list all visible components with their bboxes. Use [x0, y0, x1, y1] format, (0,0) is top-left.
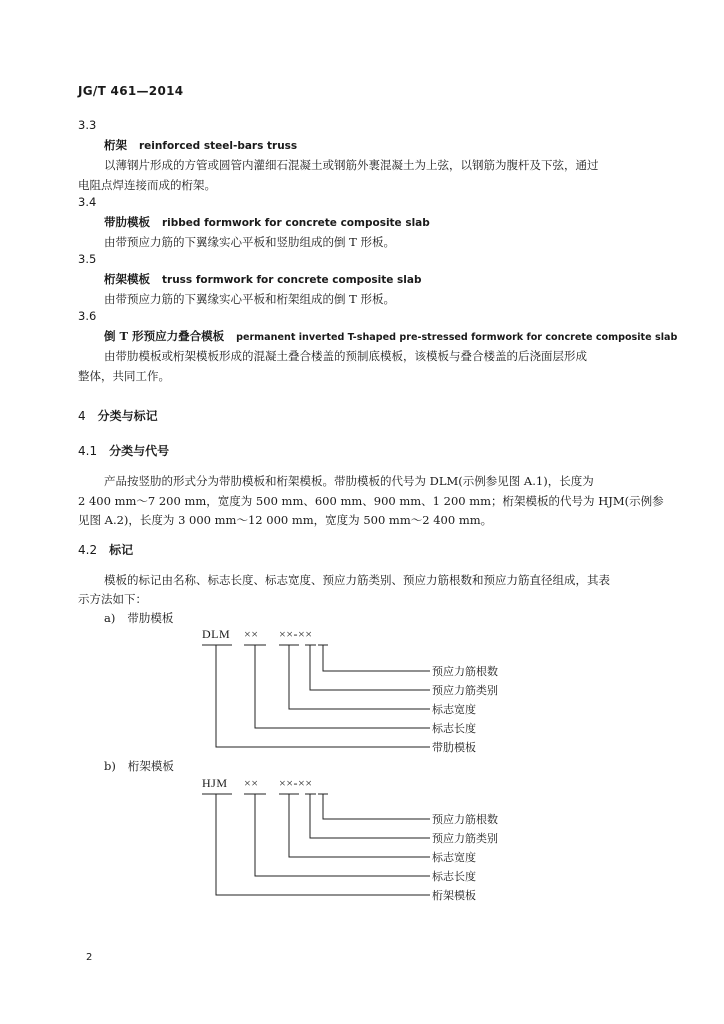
list-marker: a)	[104, 611, 116, 625]
paragraph-text: 模板的标记由名称、标志长度、标志宽度、预应力筋类别、预应力筋根数和预应力筋直径组成，其表	[104, 573, 610, 587]
clause-number: 3.5	[78, 252, 97, 266]
paragraph-text: 示方法如下：	[78, 592, 147, 606]
marking-group-width-prestress: ××-××	[279, 627, 313, 641]
marking-group-width-prestress: ××-××	[279, 776, 313, 790]
marking-label: 桁架模板	[432, 889, 476, 902]
marking-label: 标志长度	[432, 722, 476, 735]
list-title: 桁架模板	[127, 759, 174, 773]
section-number: 4.1	[78, 444, 98, 458]
clause-number: 3.4	[78, 195, 97, 209]
term-zh: 带肋模板	[104, 215, 150, 229]
definition-text: 由带肋模板或桁架模板形成的混凝土叠合楼盖的预制底模板，该模板与叠合楼盖的后浇面层形成	[104, 349, 587, 363]
standard-code: JG/T 461—2014	[78, 84, 184, 98]
definition-text: 整体，共同工作。	[78, 369, 170, 383]
marking-label: 预应力筋根数	[432, 813, 498, 826]
paragraph-text: 产品按竖肋的形式分为带肋模板和桁架模板。带肋模板的代号为 DLM(示例参见图 A.1)，长度为	[104, 474, 594, 488]
marking-label: 标志宽度	[432, 703, 476, 716]
term-en: reinforced steel-bars truss	[139, 140, 298, 152]
term-en: permanent inverted T-shaped pre-stressed formwork for concrete composite slab	[236, 332, 678, 343]
term-en: truss formwork for concrete composite slab	[162, 274, 422, 286]
marking-label: 带肋模板	[432, 741, 476, 754]
term-en: ribbed formwork for concrete composite slab	[162, 217, 430, 229]
section-title: 分类与代号	[109, 444, 170, 458]
paragraph-text: 见图 A.2)，长度为 3 000 mm～12 000 mm，宽度为 500 mm～2 400 mm。	[78, 513, 493, 527]
marking-label: 预应力筋根数	[432, 665, 498, 678]
section-title: 分类与标记	[97, 409, 158, 423]
paragraph-text: 2 400 mm～7 200 mm，宽度为 500 mm、600 mm、900 mm、1 200 mm；桁架模板的代号为 HJM(示例参	[78, 494, 664, 508]
section-number: 4.2	[78, 543, 98, 557]
marking-label: 预应力筋类别	[432, 832, 498, 845]
list-title: 带肋模板	[127, 611, 174, 625]
section-number: 4	[78, 409, 86, 423]
term-zh: 桁架模板	[104, 272, 150, 286]
clause-number: 3.3	[78, 118, 97, 132]
term-zh: 倒 T 形预应力叠合模板	[104, 329, 225, 343]
definition-text: 以薄钢片形成的方管或圆管内灌细石混凝土或钢筋外裹混凝土为上弦，以钢筋为腹杆及下弦，通过	[104, 158, 599, 172]
definition-text: 由带预应力筋的下翼缘实心平板和桁架组成的倒 T 形板。	[104, 292, 395, 306]
term-zh: 桁架	[104, 138, 127, 152]
marking-code: DLM	[202, 627, 231, 641]
page-number: 2	[86, 952, 93, 963]
marking-code: HJM	[202, 776, 228, 790]
section-title: 标记	[109, 543, 134, 557]
definition-text: 电阻点焊连接而成的桁架。	[78, 178, 216, 192]
clause-number: 3.6	[78, 309, 97, 323]
marking-label: 标志宽度	[432, 851, 476, 864]
marking-label: 标志长度	[432, 870, 476, 883]
marking-group-length: ××	[244, 776, 259, 790]
marking-group-length: ××	[244, 627, 259, 641]
list-marker: b)	[104, 759, 116, 773]
definition-text: 由带预应力筋的下翼缘实心平板和竖肋组成的倒 T 形板。	[104, 235, 395, 249]
marking-label: 预应力筋类别	[432, 684, 498, 697]
